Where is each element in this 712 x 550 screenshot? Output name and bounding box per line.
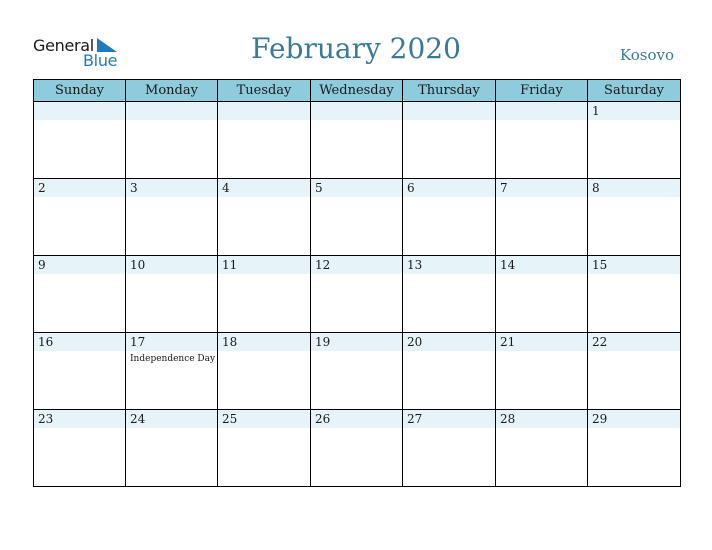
day-cell [496,256,588,333]
page-title: February 2020 [251,32,461,65]
day-cell [34,410,126,487]
day-header-band [126,102,217,120]
day-number: 28 [500,412,516,426]
day-cell [126,410,218,487]
day-number: 1 [592,104,600,118]
day-cell [126,333,218,410]
day-number: 17 [130,335,146,349]
day-cell [126,102,218,179]
day-header-band [496,102,587,120]
day-cell [496,333,588,410]
day-number: 10 [130,258,146,272]
day-number: 19 [315,335,331,349]
weekday-header-monday: Monday [126,80,218,102]
day-number: 5 [315,181,323,195]
weekday-header-tuesday: Tuesday [218,80,311,102]
day-cell [34,256,126,333]
day-header-band [34,102,125,120]
day-header-band [218,179,310,197]
day-cell [126,179,218,256]
day-header-band [588,179,680,197]
day-number: 12 [315,258,331,272]
day-cell [218,179,311,256]
calendar-grid [33,79,681,487]
weekday-header-sunday: Sunday [34,80,126,102]
day-header-band [403,179,495,197]
day-header-band [34,256,125,274]
day-header-band [34,179,125,197]
day-header-band [496,179,587,197]
day-number: 26 [315,412,331,426]
day-number: 13 [407,258,423,272]
day-cell [496,410,588,487]
logo-text-blue: Blue [83,51,118,70]
day-cell [403,410,496,487]
day-cell [588,102,681,179]
day-number: 2 [38,181,46,195]
day-cell [34,179,126,256]
day-cell [311,410,403,487]
day-number: 18 [222,335,238,349]
day-cell [126,256,218,333]
day-number: 25 [222,412,238,426]
day-number: 22 [592,335,608,349]
day-cell [496,179,588,256]
day-number: 9 [38,258,46,272]
day-cell [588,256,681,333]
day-number: 6 [407,181,415,195]
day-cell [218,410,311,487]
day-number: 20 [407,335,423,349]
day-header-band [311,179,402,197]
day-number: 14 [500,258,516,272]
day-cell [403,256,496,333]
weekday-header-wednesday: Wednesday [311,80,403,102]
day-cell [588,410,681,487]
day-number: 15 [592,258,608,272]
day-number: 16 [38,335,54,349]
day-header-band [588,102,680,120]
day-number: 24 [130,412,146,426]
holiday-label: Independence Day [130,354,216,364]
day-cell [311,179,403,256]
weekday-header-thursday: Thursday [403,80,496,102]
day-number: 23 [38,412,54,426]
day-cell [403,333,496,410]
day-cell [34,333,126,410]
weekday-header-friday: Friday [496,80,588,102]
day-header-band [311,102,402,120]
day-number: 7 [500,181,508,195]
day-number: 8 [592,181,600,195]
day-header-band [218,102,310,120]
day-cell [496,102,588,179]
day-cell [588,179,681,256]
day-cell [218,102,311,179]
day-cell [403,102,496,179]
day-cell [311,256,403,333]
day-number: 21 [500,335,516,349]
day-cell [218,256,311,333]
day-number: 11 [222,258,238,272]
day-cell [403,179,496,256]
logo-text-general: General [33,36,94,55]
weekday-header-saturday: Saturday [588,80,681,102]
day-number: 3 [130,181,138,195]
day-cell [588,333,681,410]
day-cell [218,333,311,410]
day-header-band [403,102,495,120]
day-cell [311,102,403,179]
day-number: 29 [592,412,608,426]
country-label: Kosovo [619,46,674,64]
day-number: 27 [407,412,423,426]
day-cell [34,102,126,179]
day-number: 4 [222,181,230,195]
day-header-band [126,179,217,197]
day-cell [311,333,403,410]
